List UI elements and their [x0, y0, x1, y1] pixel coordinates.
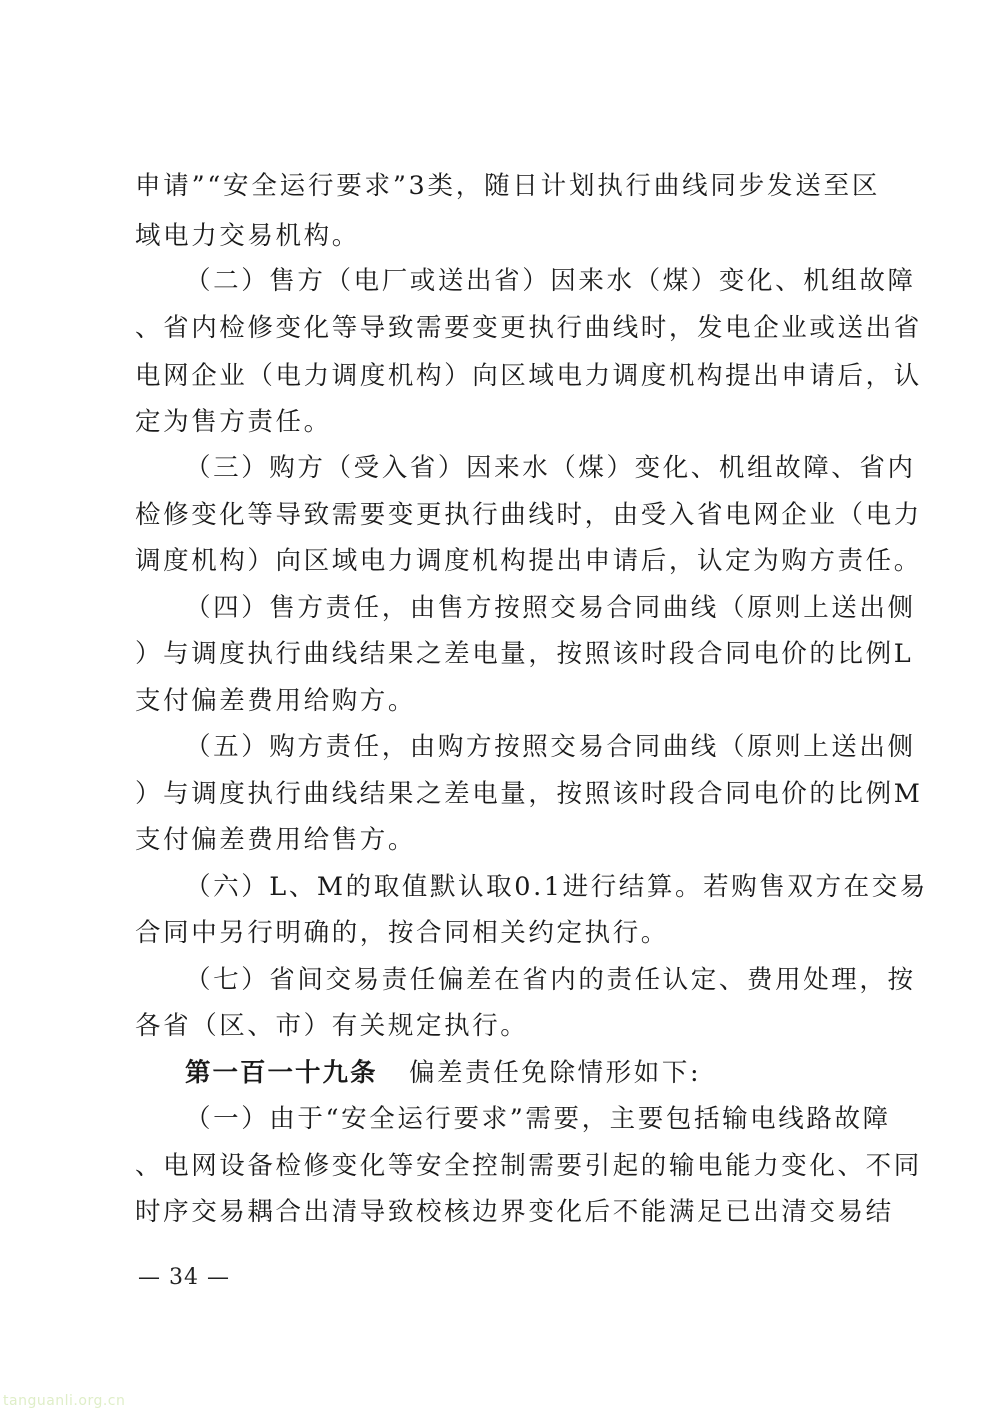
- paragraph-line: ）与调度执行曲线结果之差电量，按照该时段合同电价的比例M: [135, 779, 923, 809]
- paragraph-line: （七）省间交易责任偏差在省内的责任认定、费用处理，按: [185, 965, 916, 995]
- paragraph-line: 调度机构）向区域电力调度机构提出申请后，认定为购方责任。: [135, 546, 922, 576]
- article-text: 偏差责任免除情形如下:: [408, 1058, 702, 1088]
- page-number: — 34 —: [138, 1265, 230, 1290]
- paragraph-line: （六）L、M的取值默认取0.1进行结算。若购售双方在交易: [185, 872, 928, 902]
- paragraph-line: 检修变化等导致需要变更执行曲线时，由受入省电网企业（电力: [135, 500, 922, 530]
- paragraph-line: 支付偏差费用给售方。: [135, 825, 417, 855]
- paragraph-line: 定为售方责任。: [135, 407, 332, 437]
- paragraph-line: （一）由于“安全运行要求”需要，主要包括输电线路故障: [185, 1104, 891, 1134]
- article-heading-line: [185, 1055, 880, 1091]
- paragraph-line: 支付偏差费用给购方。: [135, 686, 417, 716]
- paragraph-line: 申请”“安全运行要求”3类，随日计划执行曲线同步发送至区: [135, 171, 880, 201]
- paragraph-line: （五）购方责任，由购方按照交易合同曲线（原则上送出侧: [185, 732, 916, 762]
- paragraph-line: 电网企业（电力调度机构）向区域电力调度机构提出申请后，认: [135, 361, 922, 391]
- paragraph-line: （三）购方（受入省）因来水（煤）变化、机组故障、省内: [185, 453, 916, 483]
- paragraph-line: 、电网设备检修变化等安全控制需要引起的输电能力变化、不同: [135, 1151, 922, 1181]
- paragraph-line: （四）售方责任，由售方按照交易合同曲线（原则上送出侧: [185, 593, 916, 623]
- paragraph-line: 、省内检修变化等导致需要变更执行曲线时，发电企业或送出省: [135, 313, 922, 343]
- paragraph-line: 合同中另行明确的，按合同相关约定执行。: [135, 918, 669, 948]
- paragraph-line: 域电力交易机构。: [135, 221, 360, 251]
- paragraph-line: 时序交易耦合出清导致校核边界变化后不能满足已出清交易结: [135, 1197, 894, 1227]
- paragraph-line: （二）售方（电厂或送出省）因来水（煤）变化、机组故障: [185, 266, 916, 296]
- article-title: 第一百一十九条: [185, 1058, 378, 1088]
- paragraph-line: ）与调度执行曲线结果之差电量，按照该时段合同电价的比例L: [135, 639, 914, 669]
- paragraph-line: 各省（区、市）有关规定执行。: [135, 1011, 529, 1041]
- watermark: tanguanli.org.cn: [3, 1393, 126, 1409]
